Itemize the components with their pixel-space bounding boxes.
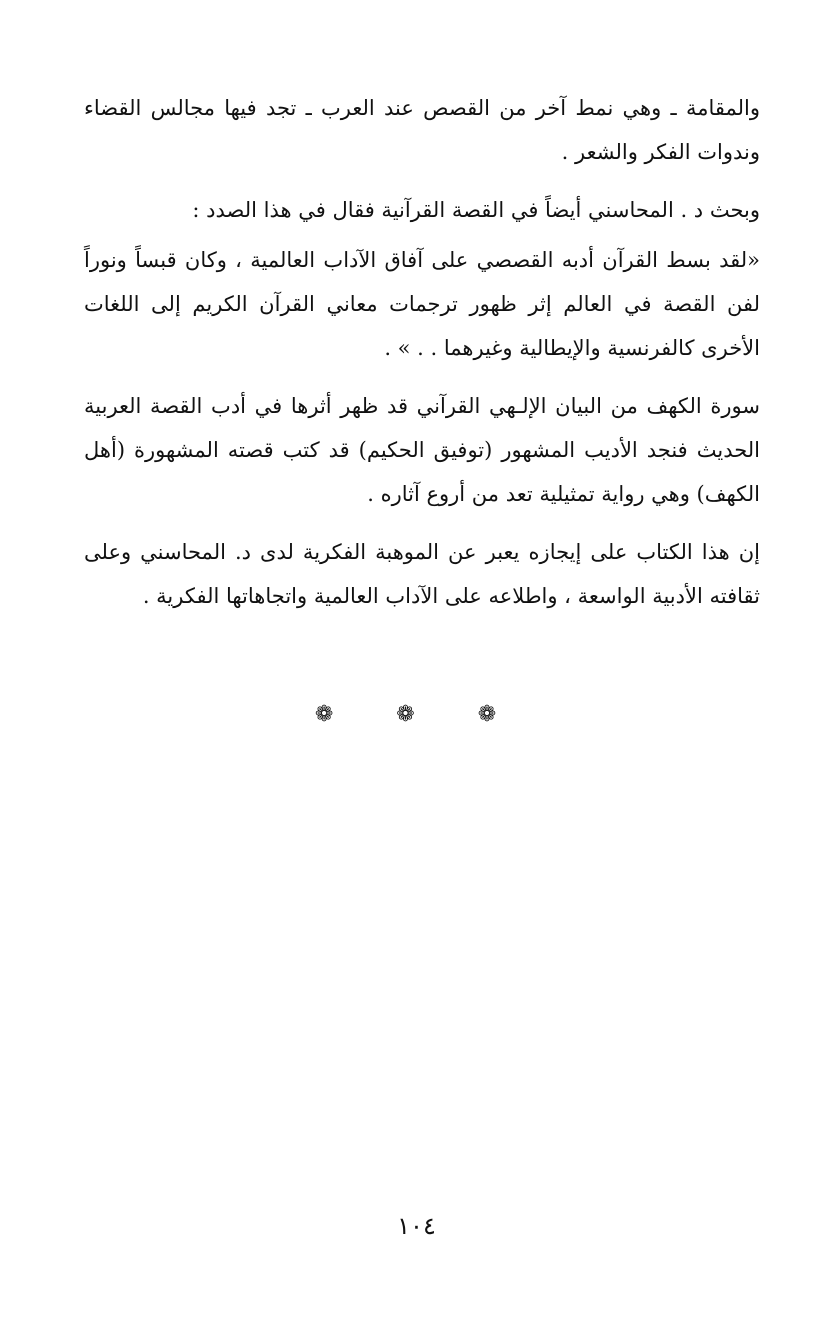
paragraph-maqama: والمقامة ـ وهي نمط آخر من القصص عند العرب ـ تجد فيها مجالس القضاء وندوات الفكر والشعر . [84, 96, 760, 164]
page-number: ١٠٤ [397, 1212, 436, 1240]
asterism-ornament-icon: ❁ [314, 702, 356, 727]
paragraph-quote: «لقد بسط القرآن أدبه القصصي على آفاق الآداب العالمية ، وكان قبساً ونوراً لفن القصة في العالم إثر ظهور ترجمات معاني القرآن الكريم إلى اللغات الأخرى كالفرنسية والإيطالية وغيرهما . . » . [84, 248, 760, 360]
asterism-ornament-icon: ❁ [396, 702, 437, 727]
paragraph-quranic-story-intro: وبحث د . المحاسني أيضاً في القصة القرآنية فقال في هذا الصدد : [192, 198, 760, 222]
asterism-ornament-icon: ❁ [477, 702, 519, 727]
section-separator [0, 702, 833, 727]
paragraph-conclusion: إن هذا الكتاب على إيجازه يعبر عن الموهبة الفكرية لدى د. المحاسني وعلى ثقافته الأدبية الواسعة ، واطلاعه على الآداب العالمية واتجاهاتها الفكرية . [84, 540, 760, 608]
paragraph-surat-al-kahf: سورة الكهف من البيان الإلـهي القرآني قد ظهر أثرها في أدب القصة العربية الحديث فنجد الأديب المشهور (توفيق الحكيم) قد كتب قصته المشهورة (أهل الكهف) وهي رواية تمثيلية تعد من أروع آثاره . [84, 394, 760, 506]
